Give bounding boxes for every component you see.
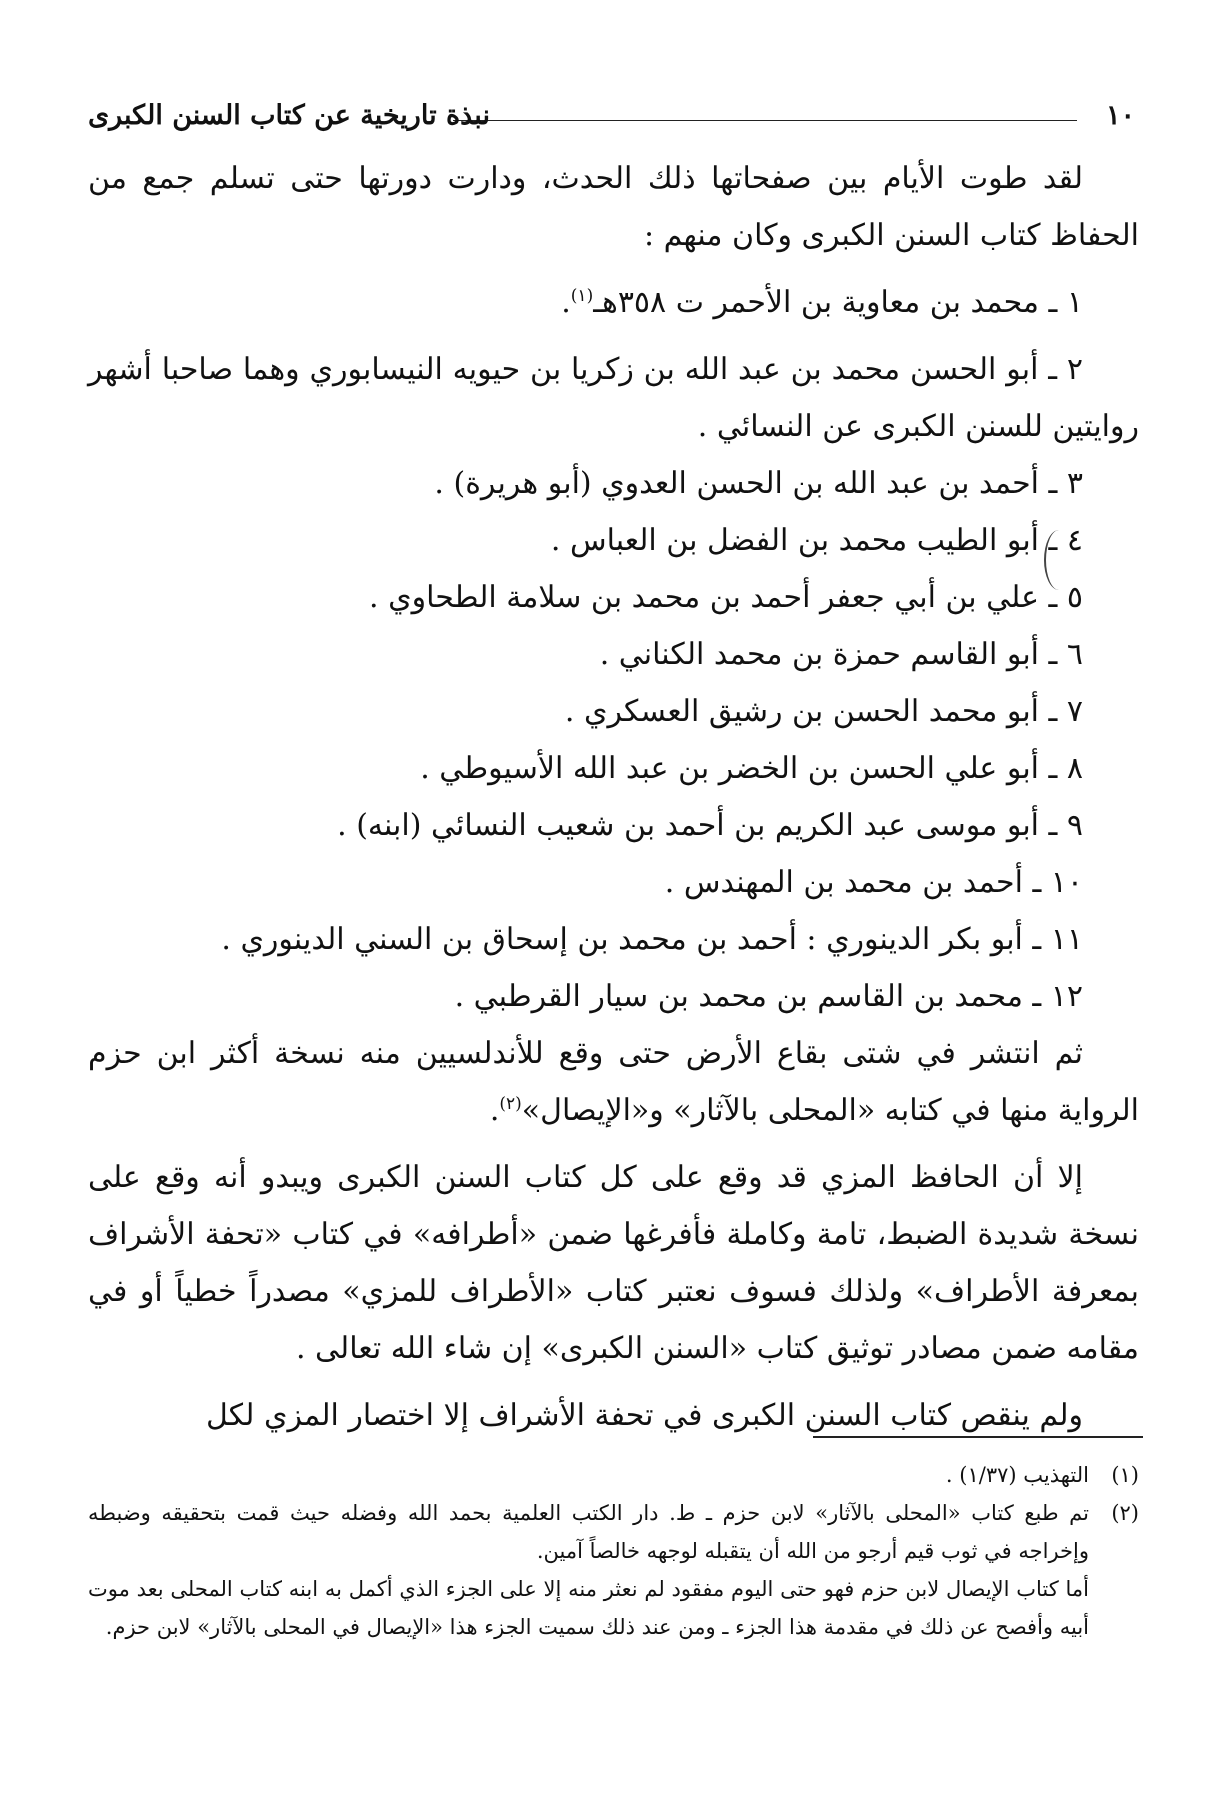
footnote-rule (813, 1436, 1143, 1438)
footnote-text: تم طبع كتاب «المحلى بالآثار» لابن حزم ـ ط. دار الكتب العلمية بحمد الله وفضله حيث قمت بتحقيقه وضبطه وإخراجه في ثوب قيم أرجو من الله أن يتقبله لوجهه خالصاً آمين. (88, 1501, 1089, 1563)
footnote-1 (88, 1456, 1139, 1494)
spread-text: ثم انتشر في شتى بقاع الأرض حتى وقع للأندلسيين منه نسخة أكثر ابن حزم الرواية منها في كتابه «المحلى بالآثار» و«الإيصال» (88, 1036, 1139, 1128)
main-text (88, 150, 1139, 1444)
footnote-ref: (١) (570, 286, 594, 306)
list-item-text: ١ ـ محمد بن معاوية بن الأحمر ت ٣٥٨هـ (593, 285, 1083, 320)
mizzi-paragraph: إلا أن الحافظ المزي قد وقع على كل كتاب السنن الكبرى ويبدو أنه وقع على نسخة شديدة الضبط، تامة وكاملة فأفرغها ضمن «أطرافه» في كتاب «تحفة الأشراف بمعرفة الأطراف» ولذلك فسوف نعتبر كتاب «الأطراف للمزي» مصدراً خطياً أو في مقامه ضمن مصادر توثيق كتاب «السنن الكبرى» إن شاء الله تعالى . (88, 1160, 1139, 1366)
list-item: ١٢ ـ محمد بن القاسم بن محمد بن سيار القرطبي . (454, 979, 1083, 1014)
page-number: ١٠ (1105, 100, 1135, 131)
spread-paragraph (88, 1025, 1139, 1139)
footnote-number: (٢) (1111, 1501, 1139, 1525)
footnote-text: التهذيب (١/٣٧) . (945, 1463, 1089, 1487)
list-item: ٦ ـ أبو القاسم حمزة بن محمد الكناني . (599, 637, 1083, 672)
footnote-2-continuation: أما كتاب الإيصال لابن حزم فهو حتى اليوم مفقود لم نعثر منه إلا على الجزء الذي أكمل به ابنه كتاب المحلى بعد موت أبيه وأفصح عن ذلك في مقدمة هذا الجزء ـ ومن عند ذلك سميت الجزء هذا «الإيصال في المحلى بالآثار» لابن حزم. (88, 1577, 1089, 1639)
margin-mark (1044, 530, 1074, 590)
footnote-number: (١) (1111, 1463, 1139, 1487)
list-item: ٣ ـ أحمد بن عبد الله بن الحسن العدوي (أبو هريرة) . (434, 466, 1083, 501)
footnotes (88, 1456, 1139, 1646)
list-item: ٥ ـ علي بن أبي جعفر أحمد بن محمد بن سلامة الطحاوي . (369, 580, 1083, 615)
running-header (88, 94, 1139, 144)
list-item: ٧ ـ أبو محمد الحسن بن رشيق العسكري . (564, 694, 1083, 729)
list-item (88, 274, 1139, 331)
list-item: ٢ ـ أبو الحسن محمد بن عبد الله بن زكريا بن حيويه النيسابوري وهما صاحبا أشهر روايتين للسنن الكبرى عن النسائي . (88, 352, 1139, 444)
last-paragraph: ولم ينقص كتاب السنن الكبرى في تحفة الأشراف إلا اختصار المزي لكل (206, 1398, 1083, 1433)
header-rule (453, 120, 1077, 121)
list-item: ١١ ـ أبو بكر الدينوري : أحمد بن محمد بن إسحاق بن السني الدينوري . (221, 922, 1083, 957)
list-item: ٩ ـ أبو موسى عبد الكريم بن أحمد بن شعيب النسائي (ابنه) . (337, 808, 1083, 843)
intro-paragraph: لقد طوت الأيام بين صفحاتها ذلك الحدث، ودارت دورتها حتى تسلم جمع من الحفاظ كتاب السنن الكبرى وكان منهم : (88, 161, 1139, 253)
running-title: نبذة تاريخية عن كتاب السنن الكبرى (88, 100, 490, 131)
list-item: ٨ ـ أبو علي الحسن بن الخضر بن عبد الله الأسيوطي . (420, 751, 1083, 786)
list-item: ١٠ ـ أحمد بن محمد بن المهندس . (664, 865, 1083, 900)
spread-end: . (489, 1093, 500, 1128)
list-item: ٤ ـ أبو الطيب محمد بن الفضل بن العباس . (550, 523, 1083, 558)
footnote-2 (88, 1494, 1139, 1570)
footnote-ref: (٢) (499, 1094, 522, 1114)
list-item-end: . (561, 285, 571, 320)
